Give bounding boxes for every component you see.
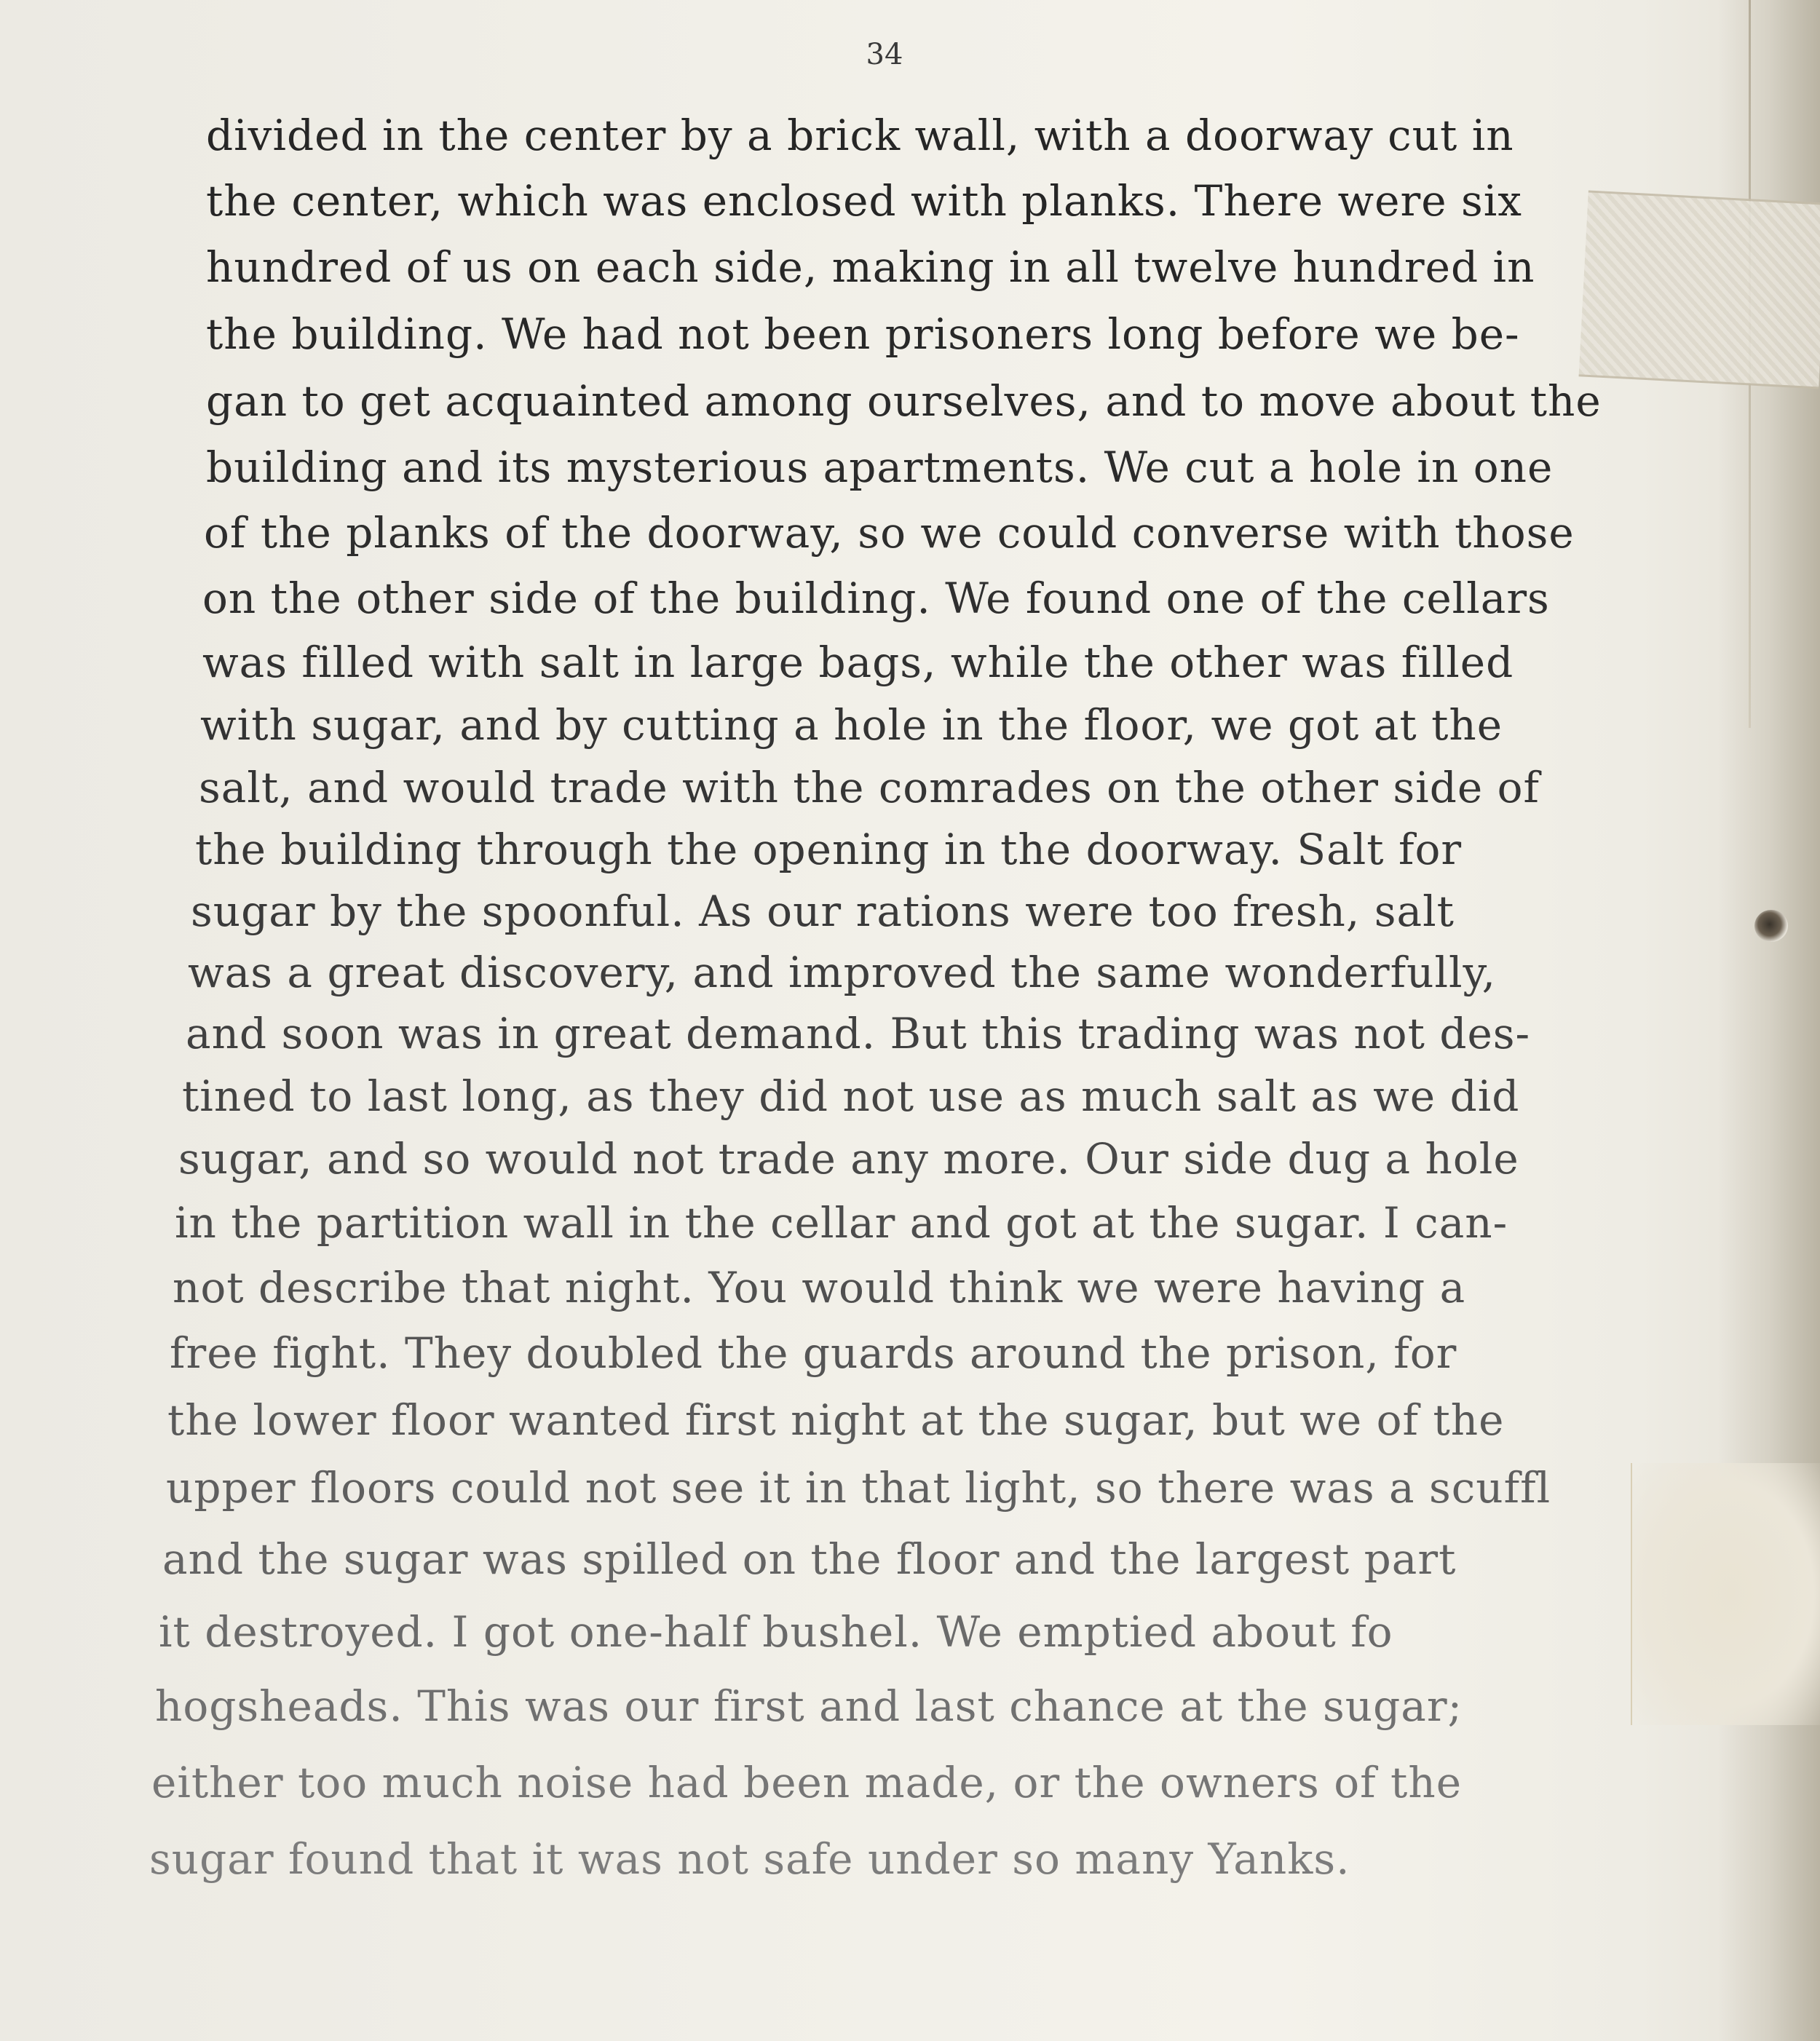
text-line: salt, and would trade with the comrades on the other side of — [199, 763, 1540, 812]
text-line: building and its mysterious apartments. We cut a hole in one — [206, 443, 1554, 492]
text-line: on the other side of the building. We found one of the cellars — [202, 574, 1550, 623]
text-line: the building through the opening in the doorway. Salt for — [195, 825, 1463, 874]
text-line: the building. We had not been prisoners long before we be- — [206, 309, 1520, 359]
text-line: and the sugar was spilled on the floor and the largest part — [162, 1534, 1457, 1584]
text-line: divided in the center by a brick wall, with a doorway cut in — [206, 111, 1514, 160]
text-line: sugar by the spoonful. As our rations were too fresh, salt — [191, 887, 1455, 936]
text-line: the lower floor wanted first night at the sugar, but we of the — [167, 1395, 1505, 1445]
text-line: sugar, and so would not trade any more. Our side dug a hole — [178, 1134, 1519, 1184]
text-line: and soon was in great demand. But this trading was not des- — [186, 1009, 1531, 1058]
text-line: free fight. They doubled the guards around the prison, for — [170, 1328, 1457, 1378]
text-line: was a great discovery, and improved the same wonderfully, — [188, 948, 1497, 997]
text-line: either too much noise had been made, or the owners of the — [151, 1758, 1463, 1807]
page-number: 34 — [866, 38, 903, 71]
text-line: gan to get acquainted among ourselves, and to move about the — [206, 376, 1602, 426]
text-line: upper floors could not see it in that light, so there was a scuffl — [166, 1463, 1551, 1513]
text-line: it destroyed. I got one-half bushel. We emptied about fo — [159, 1607, 1393, 1657]
text-line: not describe that night. You would think we were having a — [173, 1263, 1466, 1312]
text-line: hogsheads. This was our first and last chance at the sugar; — [155, 1681, 1463, 1731]
text-line: tined to last long, as they did not use as much salt as we did — [182, 1071, 1520, 1121]
text-line: hundred of us on each side, making in all twelve hundred in — [206, 242, 1535, 292]
text-line: with sugar, and by cutting a hole in the floor, we got at the — [200, 700, 1503, 750]
text-line: was filled with salt in large bags, while the other was filled — [202, 638, 1514, 687]
text-line: in the partition wall in the cellar and got at the sugar. I can- — [175, 1198, 1508, 1248]
text-line: of the planks of the doorway, so we could converse with those — [204, 508, 1575, 558]
text-line: the center, which was enclosed with planks. There were six — [206, 176, 1522, 226]
text-line: sugar found that it was not safe under so many Yanks. — [149, 1834, 1350, 1884]
